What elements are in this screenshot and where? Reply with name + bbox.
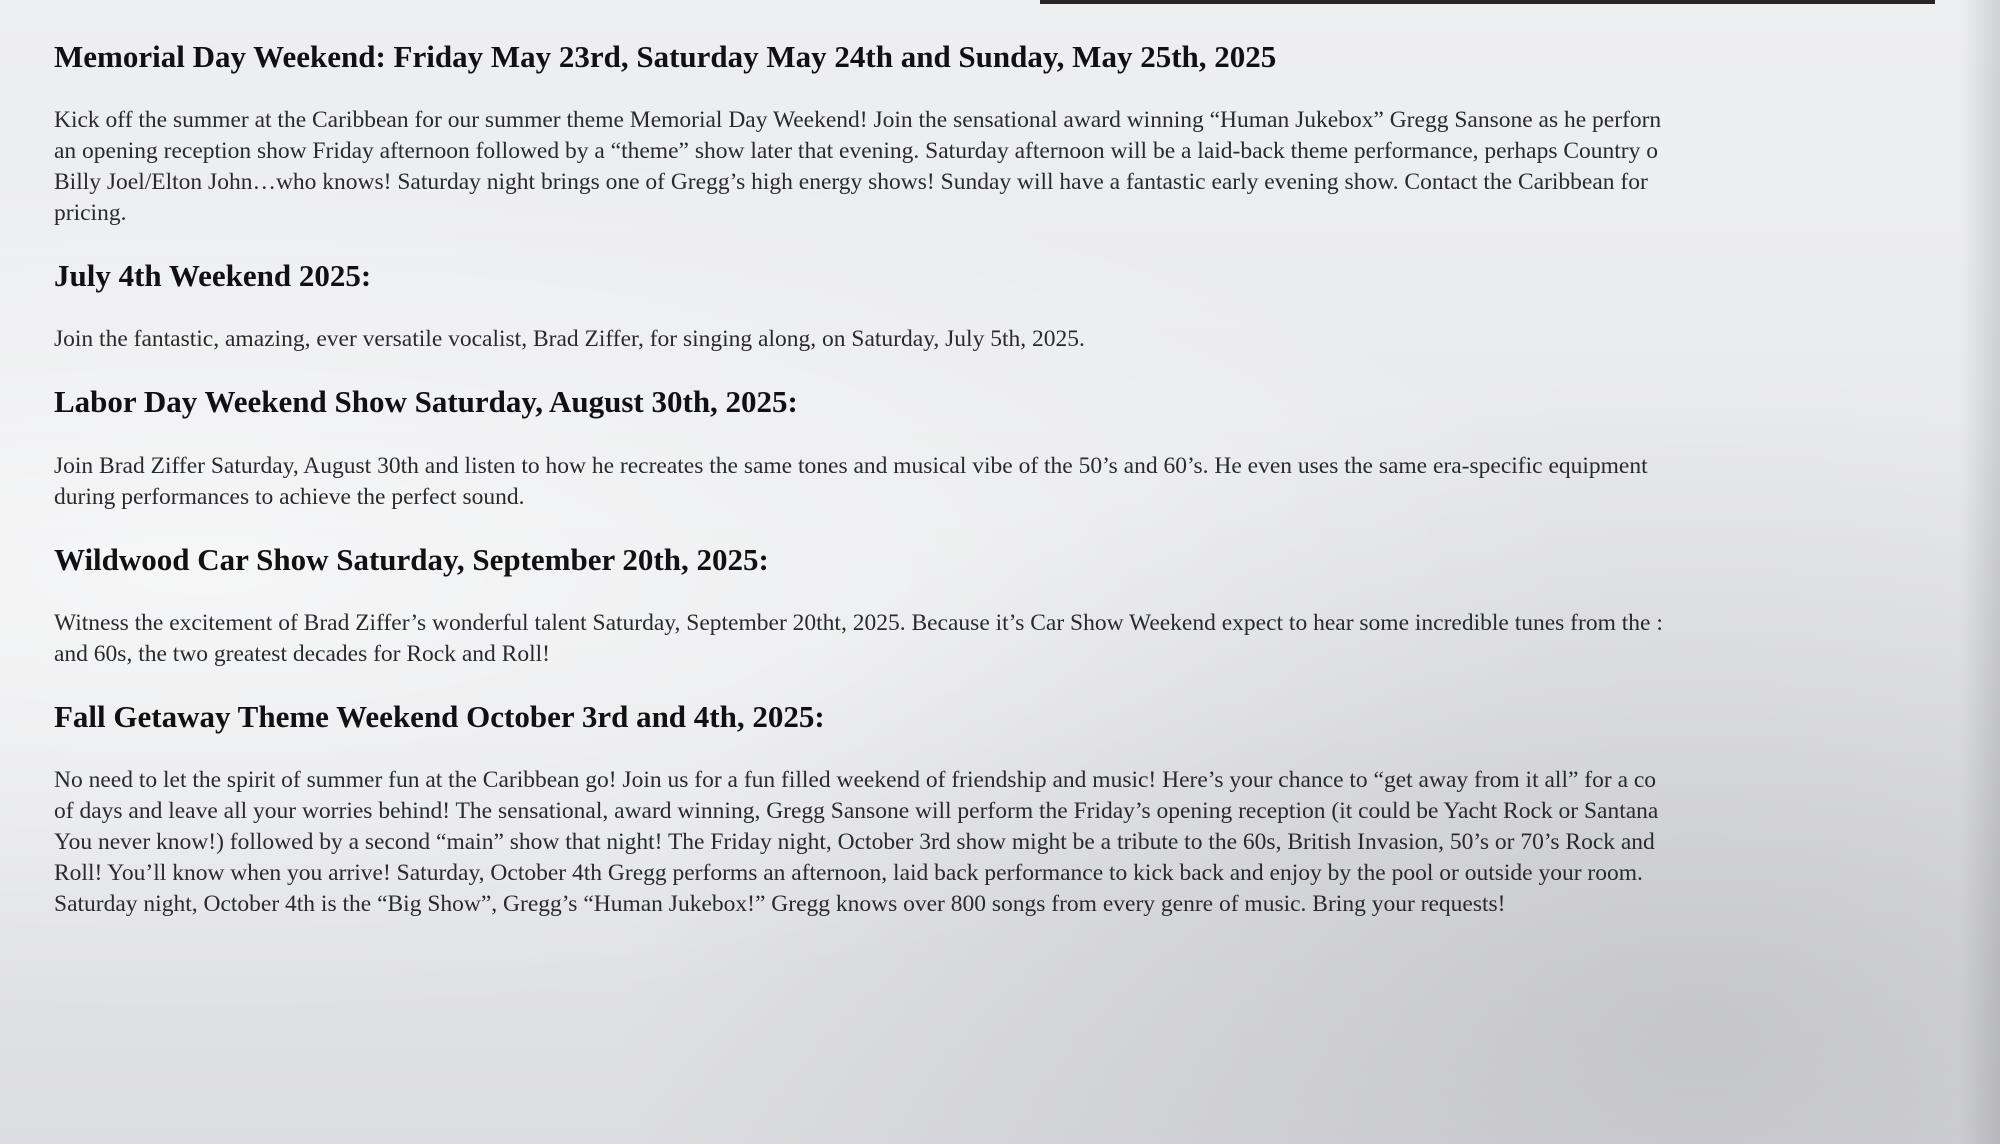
top-divider-line xyxy=(1040,0,1935,4)
event-heading: July 4th Weekend 2025: xyxy=(54,258,372,294)
event-july-4th xyxy=(54,257,1944,355)
event-car-show xyxy=(54,541,1944,670)
event-memorial-day xyxy=(54,38,1944,229)
event-description: Witness the excitement of Brad Ziffer’s wonderful talent Saturday, September 20tht, 2025. Because it’s Car Show Weekend expect to hear some incredible tunes from the : and 60s, the two greatest decades for Rock and Roll! xyxy=(54,609,1663,667)
event-heading: Wildwood Car Show Saturday, September 20th, 2025: xyxy=(54,541,769,577)
page-edge-shadow xyxy=(1960,0,2000,1144)
event-heading: Labor Day Weekend Show Saturday, August 30th, 2025: xyxy=(54,384,798,420)
events-list xyxy=(54,38,1944,948)
event-description: Join the fantastic, amazing, ever versatile vocalist, Brad Ziffer, for singing along, on Saturday, July 5th, 2025. xyxy=(54,326,1085,353)
event-description: Kick off the summer at the Caribbean for our summer theme Memorial Day Weekend! Join the sensational award winning “Human Jukebox” Gregg Sansone as he perforn an opening reception show Friday afternoon followed by a “theme” show later that evening. Saturday afternoon will be a laid-back theme performance, perhaps Country o Billy Joel/Elton John…who knows! Saturday night brings one of Gregg’s high energy shows! Sunday will have a fantastic early evening show. Contact the Caribbean for pricing. xyxy=(54,107,1662,227)
event-heading: Memorial Day Weekend: Friday May 23rd, Saturday May 24th and Sunday, May 25th, 2025 xyxy=(54,39,1277,74)
event-labor-day xyxy=(54,383,1944,512)
event-fall-getaway xyxy=(54,698,1944,920)
event-description: Join Brad Ziffer Saturday, August 30th and listen to how he recreates the same tones and musical vibe of the 50’s and 60’s. He even uses the same era-specific equipment during performances to achieve the perfect sound. xyxy=(54,452,1648,510)
event-heading: Fall Getaway Theme Weekend October 3rd and 4th, 2025: xyxy=(54,698,825,734)
event-description: No need to let the spirit of summer fun at the Caribbean go! Join us for a fun filled weekend of friendship and music! Here’s your chance to “get away from it all” for a co of days and leave all your worries behind! The sensational, award winning, Gregg Sansone will perform the Friday’s opening reception (it could be Yacht Rock or Santana You never know!) followed by a second “main” show that night! The Friday night, October 3rd show might be a tribute to the 60s, British Invasion, 50’s or 70’s Rock and Roll! You’ll know when you arrive! Saturday, October 4th Gregg performs an afternoon, laid back performance to kick back and enjoy by the pool or outside your room. Saturday night, October 4th is the “Big Show”, Gregg’s “Human Jukebox!” Gregg knows over 800 songs from every genre of music. Bring your requests! xyxy=(54,766,1659,917)
